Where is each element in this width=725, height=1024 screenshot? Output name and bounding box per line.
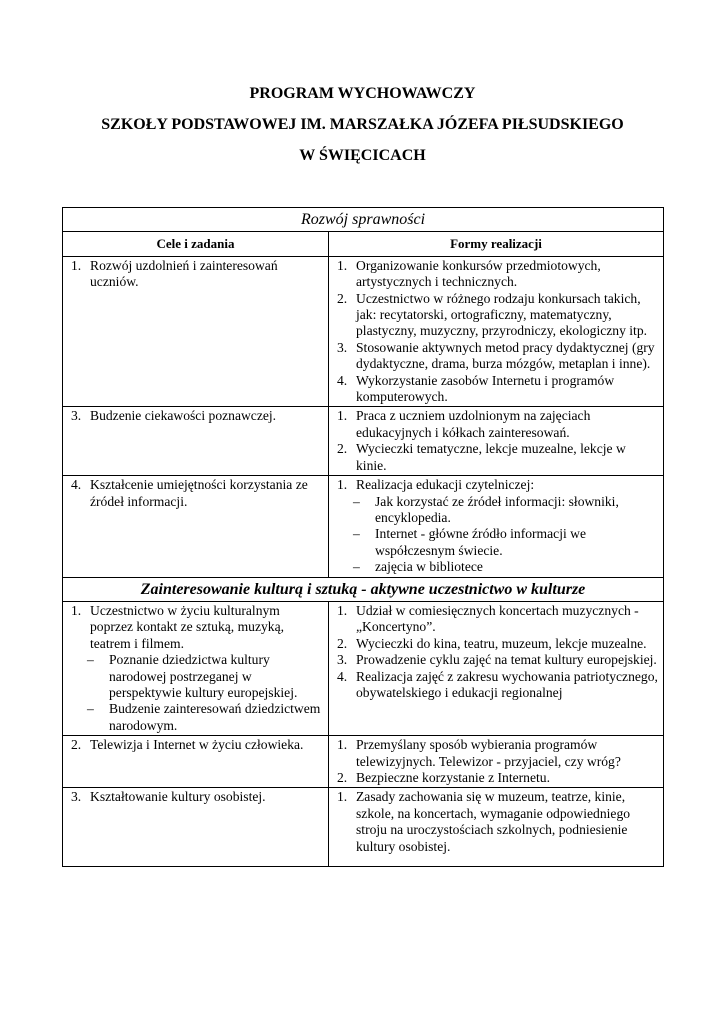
column-header-goals: Cele i zadania: [63, 232, 329, 256]
form-item: 1. Przemyślany sposób wybierania programów telewizyjnych. Telewizor - przyjaciel, czy wróg?: [337, 737, 621, 769]
forms-cell: [329, 476, 664, 577]
dash-bullet: –: [87, 701, 94, 717]
form-item: 1. Realizacja edukacji czytelniczej:: [337, 477, 535, 493]
form-subitem: – Jak korzystać ze źródeł informacji: słowniki, encyklopedia.: [353, 493, 619, 525]
form-item: 1. Praca z uczniem uzdolnionym na zajęciach edukacyjnych i kółkach zainteresowań.: [337, 408, 591, 440]
goal-item: 2. Telewizja i Internet w życiu człowieka.: [71, 737, 304, 753]
form-item: 1. Organizowanie konkursów przedmiotowych, artystycznych i technicznych.: [337, 257, 601, 290]
program-table: [62, 207, 664, 867]
goal-cell: [63, 601, 329, 735]
forms-cell: [329, 407, 664, 476]
table-row: [63, 256, 664, 407]
section-header-row: [63, 208, 664, 232]
title-line-1: PROGRAM WYCHOWAWCZY: [249, 85, 476, 102]
goal-item: 1. Rozwój uzdolnień i zainteresowań uczniów.: [71, 257, 278, 290]
table-row: [63, 736, 664, 788]
title-line-2: SZKOŁY PODSTAWOWEJ IM. MARSZAŁKA JÓZEFA PIŁSUDSKIEGO: [101, 116, 624, 133]
form-item: 3. Stosowanie aktywnych metod pracy dydaktycznej (gry dydaktyczne, drama, burza mózgów, metaplan i inne).: [337, 339, 655, 372]
column-header-forms: Formy realizacji: [329, 232, 664, 256]
forms-cell: [329, 601, 664, 735]
form-item: 2. Wycieczki tematyczne, lekcje muzealne, lekcje w kinie.: [337, 441, 626, 473]
form-item: 2. Uczestnictwo w różnego rodzaju konkursach takich, jak: recytatorski, ortograficzny, matematyczny, plastyczny, muzyczny, przyrodniczy, ekologiczny itp.: [337, 290, 648, 339]
table-row: [63, 601, 664, 735]
goal-cell: [63, 407, 329, 476]
goal-item: 3. Kształtowanie kultury osobistej.: [71, 789, 266, 805]
goal-item: 1. Uczestnictwo w życiu kulturalnym poprzez kontakt ze sztuką, muzyką, teatrem i filmem.: [71, 602, 285, 651]
dash-bullet: –: [353, 559, 360, 575]
dash-bullet: –: [353, 493, 360, 509]
form-subitem: – zajęcia w bibliotece: [353, 559, 483, 575]
table-row: [63, 788, 664, 867]
goal-cell: [63, 476, 329, 577]
goal-cell: [63, 736, 329, 788]
forms-cell: [329, 736, 664, 788]
section-title: Rozwój sprawności: [63, 208, 664, 232]
forms-cell: [329, 256, 664, 407]
table-row: [63, 476, 664, 577]
table-row: [63, 407, 664, 476]
goal-subitem: – Poznanie dziedzictwa kultury narodowej postrzeganej w perspektywie kultury europejskiej.: [87, 652, 298, 700]
dash-bullet: –: [87, 652, 94, 668]
form-item: 4. Realizacja zajęć z zakresu wychowania patriotycznego, obywatelskiego i edukacji regionalnej: [337, 668, 658, 700]
form-subitem: – Internet - główne źródło informacji we współczesnym świecie.: [353, 526, 587, 558]
dash-bullet: –: [353, 526, 360, 542]
form-item: 3. Prowadzenie cyklu zajęć na temat kultury europejskiej.: [337, 652, 657, 668]
forms-cell: [329, 788, 664, 867]
goal-cell: [63, 788, 329, 867]
column-header-row: [63, 232, 664, 256]
form-item: 1. Udział w comiesięcznych koncertach muzycznych - „Koncertyno”.: [337, 602, 639, 635]
goal-item: 3. Budzenie ciekawości poznawczej.: [71, 408, 277, 424]
goal-item: 4. Kształcenie umiejętności korzystania ze źródeł informacji.: [71, 477, 308, 509]
goal-cell: [63, 256, 329, 407]
form-item: 2. Wycieczki do kina, teatru, muzeum, lekcje muzealne.: [337, 635, 647, 651]
form-item: 4. Wykorzystanie zasobów Internetu i programów komputerowych.: [337, 372, 615, 405]
title-line-3: W ŚWIĘCICACH: [299, 147, 426, 164]
form-item: 1. Zasady zachowania się w muzeum, teatrze, kinie, szkole, na koncertach, wymaganie odpowiedniego stroju na uroczystościach szkolnych, podniesienie kultury osobistej.: [337, 789, 631, 854]
form-item: 2. Bezpieczne korzystanie z Internetu.: [337, 770, 550, 785]
section-header-row: [63, 577, 664, 601]
goal-subitem: – Budzenie zainteresowań dziedzictwem narodowym.: [87, 701, 321, 733]
section-title: Zainteresowanie kulturą i sztuką - aktywne uczestnictwo w kulturze: [63, 577, 664, 601]
